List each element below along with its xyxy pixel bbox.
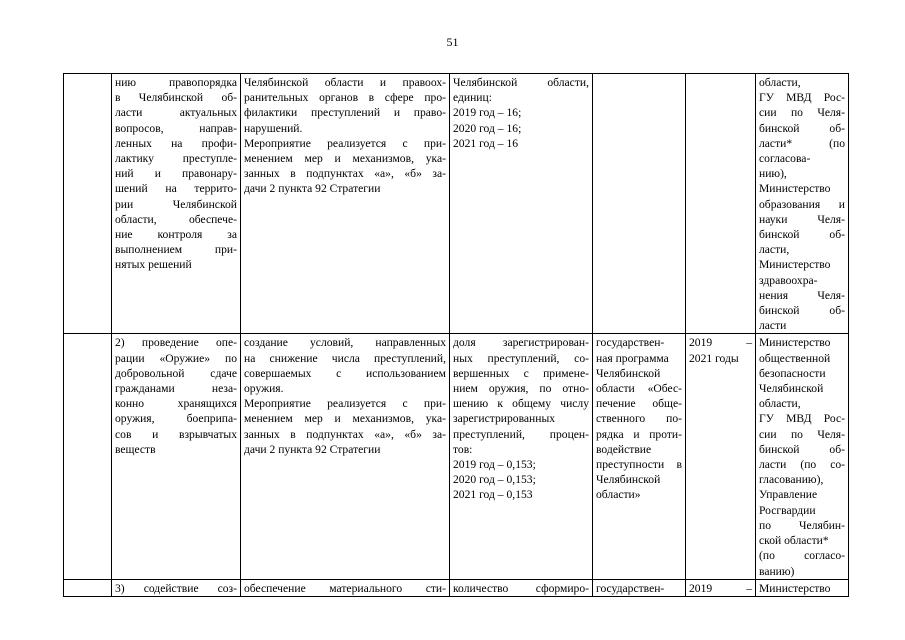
cell-line: ний и правонару- bbox=[115, 167, 237, 181]
cell-line: области» bbox=[596, 488, 641, 502]
period-cell bbox=[686, 579, 756, 596]
cell-line: оружия. bbox=[244, 382, 284, 396]
cell-line: 2020 год – 16; bbox=[453, 121, 522, 135]
cell-line: единиц: bbox=[453, 91, 492, 105]
cell-line: ная программа bbox=[596, 351, 669, 365]
cell-line: бинской об- bbox=[759, 442, 845, 456]
cell-line: печение обще- bbox=[596, 397, 682, 411]
cell-line: государствен- bbox=[596, 336, 665, 350]
cell-line: нием оружия, по отно- bbox=[453, 382, 589, 396]
cell-line: ласти* (по bbox=[759, 136, 845, 150]
cell-line: менением мер и механизмов, ука- bbox=[244, 412, 446, 426]
cell-line: шений на террито- bbox=[115, 182, 237, 196]
event-name-cell bbox=[112, 74, 241, 334]
cell-line: ласти, bbox=[759, 243, 790, 257]
cell-line: рии Челябинской bbox=[115, 197, 237, 211]
cell-line: 2021 год – 0,153 bbox=[453, 488, 533, 502]
cell-line: бинской об- bbox=[759, 228, 845, 242]
cell-line: обеспечение материального сти- bbox=[244, 581, 446, 595]
cell-line: общественной bbox=[759, 351, 831, 365]
cell-line: конно хранящихся bbox=[115, 397, 237, 411]
cell-line: занных в подпунктах «а», «б» за- bbox=[244, 167, 446, 181]
table-row bbox=[64, 579, 849, 596]
cell-line: ласти (по со- bbox=[759, 458, 845, 472]
cell-line: оружия, боеприпа- bbox=[115, 412, 237, 426]
indicator-cell bbox=[450, 334, 593, 579]
cell-line: Министерство bbox=[759, 336, 831, 350]
plan-table bbox=[63, 73, 849, 597]
cell-line: нарушений. bbox=[244, 121, 303, 135]
cell-line: вопросов, направ- bbox=[115, 121, 237, 135]
description-cell bbox=[241, 334, 450, 579]
cell-line: 2021 годы bbox=[689, 351, 739, 365]
program-cell bbox=[593, 74, 686, 334]
cell-line: тов: bbox=[453, 442, 473, 456]
cell-line: ние контроля за bbox=[115, 228, 237, 242]
cell-line: дачи 2 пункта 92 Стратегии bbox=[244, 182, 381, 196]
cell-line: Челябинской bbox=[596, 473, 661, 487]
cell-line: 2019 год – 16; bbox=[453, 106, 522, 120]
cell-line: ГУ МВД Рос- bbox=[759, 91, 845, 105]
cell-line: в Челябинской об- bbox=[115, 91, 237, 105]
cell-line: ленных на профи- bbox=[115, 136, 237, 150]
cell-line: доля зарегистрирован- bbox=[453, 336, 589, 350]
page-number: 51 bbox=[446, 35, 459, 49]
cell-line: рации «Оружие» по bbox=[115, 351, 237, 365]
cell-line: Челябинской области и правоох- bbox=[244, 76, 446, 89]
cell-line: ласти bbox=[759, 319, 787, 333]
cell-line: преступности в bbox=[596, 458, 682, 472]
cell-line: государствен- bbox=[596, 581, 665, 595]
cell-line: нения Челя- bbox=[759, 288, 845, 302]
cell-line: зарегистрированных bbox=[453, 412, 556, 426]
cell-line: водействие bbox=[596, 442, 652, 456]
cell-line: 3) содействие соз- bbox=[115, 581, 237, 595]
event-name-cell bbox=[112, 334, 241, 579]
cell-line: сии по Челя- bbox=[759, 427, 845, 441]
cell-line: (по согласо- bbox=[759, 549, 845, 563]
description-cell bbox=[241, 74, 450, 334]
executor-cell bbox=[756, 74, 849, 334]
cell-line: Министерство bbox=[759, 258, 831, 272]
cell-line: безопасности bbox=[759, 366, 826, 380]
cell-line: ласти актуальных bbox=[115, 106, 237, 120]
cell-line: науки Челя- bbox=[759, 212, 845, 226]
cell-line: 2019 год – 0,153; bbox=[453, 458, 536, 472]
cell-line: 2019 – bbox=[689, 336, 752, 350]
cell-line: нию правопорядка bbox=[115, 76, 237, 89]
cell-line: гражданами неза- bbox=[115, 382, 237, 396]
cell-line: преступлений, процен- bbox=[453, 427, 589, 441]
cell-line: ранительных органов в сфере про- bbox=[244, 91, 446, 105]
cell-line: Управление bbox=[759, 488, 818, 502]
executor-cell bbox=[756, 579, 849, 596]
cell-line: ных преступлений, со- bbox=[453, 351, 589, 365]
cell-line: на снижение числа преступлений, bbox=[244, 351, 446, 365]
cell-line: сов и взрывчатых bbox=[115, 427, 237, 441]
cell-line: по Челябин- bbox=[759, 518, 845, 532]
cell-line: 2019 – bbox=[689, 581, 752, 595]
cell-line: ванию) bbox=[759, 564, 795, 578]
cell-line: области, обеспече- bbox=[115, 212, 237, 226]
cell-line: Челябинской bbox=[759, 382, 824, 396]
program-cell bbox=[593, 334, 686, 579]
cell-line: сии по Челя- bbox=[759, 106, 845, 120]
program-cell bbox=[593, 579, 686, 596]
cell-line: согласова- bbox=[759, 152, 811, 166]
cell-line: области, bbox=[759, 397, 801, 411]
cell-line: гласованию), bbox=[759, 473, 824, 487]
cell-line: добровольной сдаче bbox=[115, 366, 237, 380]
table-row bbox=[64, 74, 849, 334]
cell-line: менением мер и механизмов, ука- bbox=[244, 152, 446, 166]
table-row bbox=[64, 334, 849, 579]
number-cell bbox=[64, 74, 112, 334]
cell-line: здравоохра- bbox=[759, 273, 818, 287]
cell-line: Челябинской области, bbox=[453, 76, 589, 89]
cell-line: Министерство bbox=[759, 182, 831, 196]
event-name-cell bbox=[112, 579, 241, 596]
cell-line: Росгвардии bbox=[759, 503, 816, 517]
cell-line: бинской об- bbox=[759, 304, 845, 318]
period-cell bbox=[686, 74, 756, 334]
cell-line: вершенных с примене- bbox=[453, 366, 589, 380]
cell-line: области, bbox=[759, 76, 801, 89]
cell-line: количество сформиро- bbox=[453, 581, 589, 595]
cell-line: нятых решений bbox=[115, 258, 192, 272]
cell-line: бинской об- bbox=[759, 121, 845, 135]
cell-line: 2) проведение опе- bbox=[115, 336, 237, 350]
executor-cell bbox=[756, 334, 849, 579]
cell-line: 2020 год – 0,153; bbox=[453, 473, 536, 487]
cell-line: Мероприятие реализуется с при- bbox=[244, 397, 446, 411]
cell-line: рядка и проти- bbox=[596, 427, 682, 441]
cell-line: Министерство bbox=[759, 581, 831, 595]
cell-line: области «Обес- bbox=[596, 382, 682, 396]
number-cell bbox=[64, 579, 112, 596]
cell-line: занных в подпунктах «а», «б» за- bbox=[244, 427, 446, 441]
cell-line: совершаемых с использованием bbox=[244, 366, 446, 380]
cell-line: ской области* bbox=[759, 534, 829, 548]
cell-line: 2021 год – 16 bbox=[453, 136, 519, 150]
cell-line: нию), bbox=[759, 167, 787, 181]
cell-line: лактику преступле- bbox=[115, 152, 237, 166]
cell-line: филактики преступлений и право- bbox=[244, 106, 446, 120]
cell-line: веществ bbox=[115, 442, 156, 456]
cell-line: образования и bbox=[759, 197, 845, 211]
number-cell bbox=[64, 334, 112, 579]
period-cell bbox=[686, 334, 756, 579]
cell-line: Челябинской bbox=[596, 366, 661, 380]
cell-line: ГУ МВД Рос- bbox=[759, 412, 845, 426]
cell-line: создание условий, направленных bbox=[244, 336, 446, 350]
cell-line: дачи 2 пункта 92 Стратегии bbox=[244, 442, 381, 456]
description-cell bbox=[241, 579, 450, 596]
cell-line: Мероприятие реализуется с при- bbox=[244, 136, 446, 150]
indicator-cell bbox=[450, 579, 593, 596]
cell-line: выполнением при- bbox=[115, 243, 237, 257]
cell-line: шению к общему числу bbox=[453, 397, 589, 411]
cell-line: ственного по- bbox=[596, 412, 682, 426]
indicator-cell bbox=[450, 74, 593, 334]
